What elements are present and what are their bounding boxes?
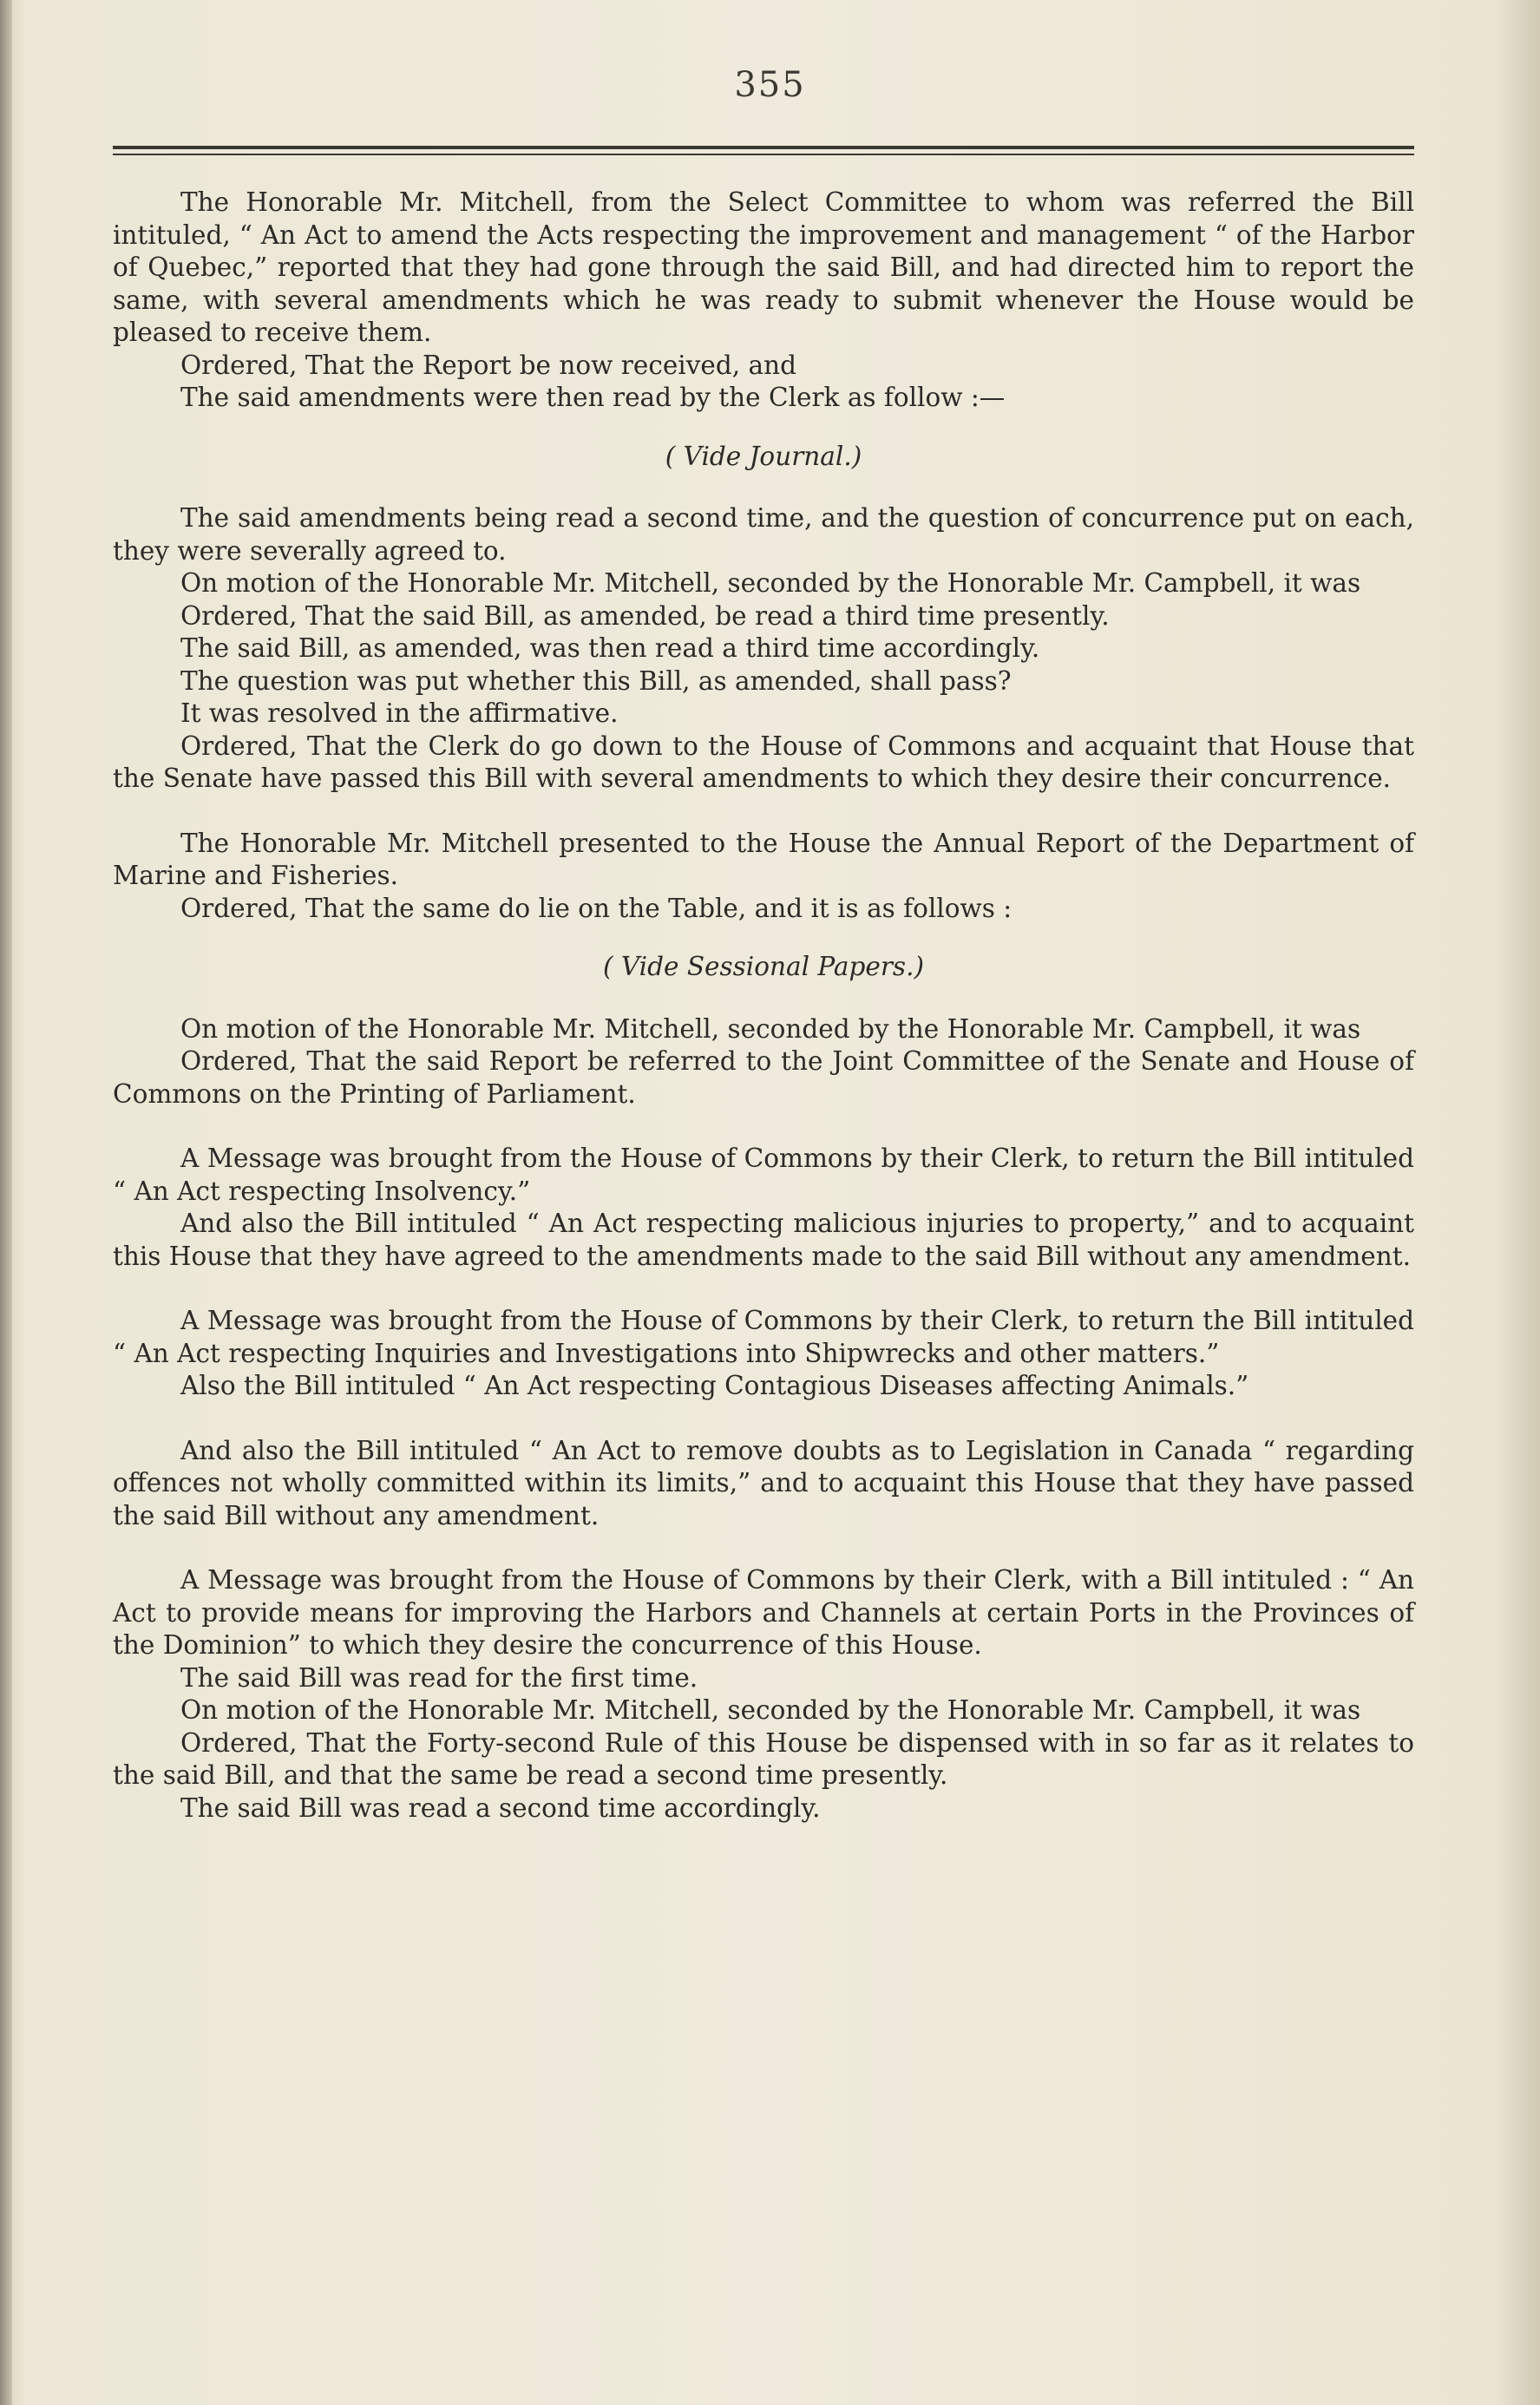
page-body (113, 187, 1414, 1825)
paragraph: And also the Bill intituled “ An Act respecting malicious injuries to property,” and to acquaint this House that they have agreed to the amendments made to the said Bill without any amendment. (113, 1209, 1414, 1271)
paragraph: On motion of the Honorable Mr. Mitchell, seconded by the Honorable Mr. Campbell, it was (180, 568, 1361, 598)
paragraph: Ordered, That the said Report be referred to the Joint Committee of the Senate and House of Commons on the Printing of Parliament. (113, 1046, 1414, 1109)
paragraph: A Message was brought from the House of Commons by their Clerk, to return the Bill intituled “ An Act respecting Inquiries and Investigations into Shipwrecks and other matters.” (113, 1306, 1414, 1368)
paragraph: Also the Bill intituled “ An Act respecting Contagious Diseases affecting Animals.” (180, 1371, 1249, 1400)
paragraph: The said amendments were then read by the Clerk as follow :— (180, 383, 1006, 412)
paragraph: On motion of the Honorable Mr. Mitchell, seconded by the Honorable Mr. Campbell, it was (180, 1695, 1361, 1725)
paragraph: Ordered, That the same do lie on the Table, and it is as follows : (180, 893, 1012, 923)
header-rule (113, 146, 1414, 149)
paragraph: Ordered, That the Clerk do go down to the House of Commons and acquaint that House that the Senate have passed this Bill with several amendments to which they desire their concurrence. (113, 731, 1414, 793)
paragraph: The Honorable Mr. Mitchell, from the Select Committee to whom was referred the Bill intituled, “ An Act to amend the Acts respecting the improvement and management “ of the Harbor of Quebec,” reported that they had gone through the said Bill, and had directed him to report the same, with several amendments which he was ready to submit whenever the House would be pleased to receive them. (113, 187, 1414, 347)
paragraph: Ordered, That the Report be now received, and (180, 350, 796, 380)
vide-reference: ( Vide Sessional Papers.) (603, 952, 924, 981)
paragraph: Ordered, That the said Bill, as amended, be read a third time presently. (180, 600, 1110, 631)
page-number: 355 (734, 65, 806, 105)
paragraph: It was resolved in the affirmative. (180, 698, 619, 728)
vide-reference: ( Vide Journal.) (665, 441, 862, 471)
paragraph: And also the Bill intituled “ An Act to remove doubts as to Legislation in Canada “ regarding offences not wholly committed within its limits,” and to acquaint this House that they have passed the said Bill without any amendment. (113, 1435, 1414, 1530)
paragraph: The Honorable Mr. Mitchell presented to the House the Annual Report of the Department of Marine and Fisheries. (113, 828, 1414, 890)
paragraph: The said Bill, as amended, was then read a third time accordingly. (180, 633, 1040, 663)
paragraph: The said amendments being read a second time, and the question of concurrence put on each, they were severally agreed to. (113, 503, 1414, 566)
header-rule-thin (113, 154, 1414, 155)
paragraph: The question was put whether this Bill, as amended, shall pass? (180, 665, 1012, 696)
paragraph: A Message was brought from the House of Commons by their Clerk, with a Bill intituled : “ An Act to provide means for improving the Harbors and Channels at certain Ports in the Provinces of the Dominion” to which they desire the concurrence of this House. (113, 1565, 1414, 1660)
paragraph: The said Bill was read for the first time. (180, 1662, 698, 1693)
paragraph: On motion of the Honorable Mr. Mitchell, seconded by the Honorable Mr. Campbell, it was (180, 1013, 1361, 1044)
paragraph: Ordered, That the Forty-second Rule of this House be dispensed with in so far as it relates to the said Bill, and that the same be read a second time presently. (113, 1727, 1414, 1790)
paragraph: The said Bill was read a second time accordingly. (180, 1792, 821, 1823)
paragraph: A Message was brought from the House of Commons by their Clerk, to return the Bill intituled “ An Act respecting Insolvency.” (113, 1144, 1414, 1206)
book-spine-shadow (0, 0, 12, 2405)
